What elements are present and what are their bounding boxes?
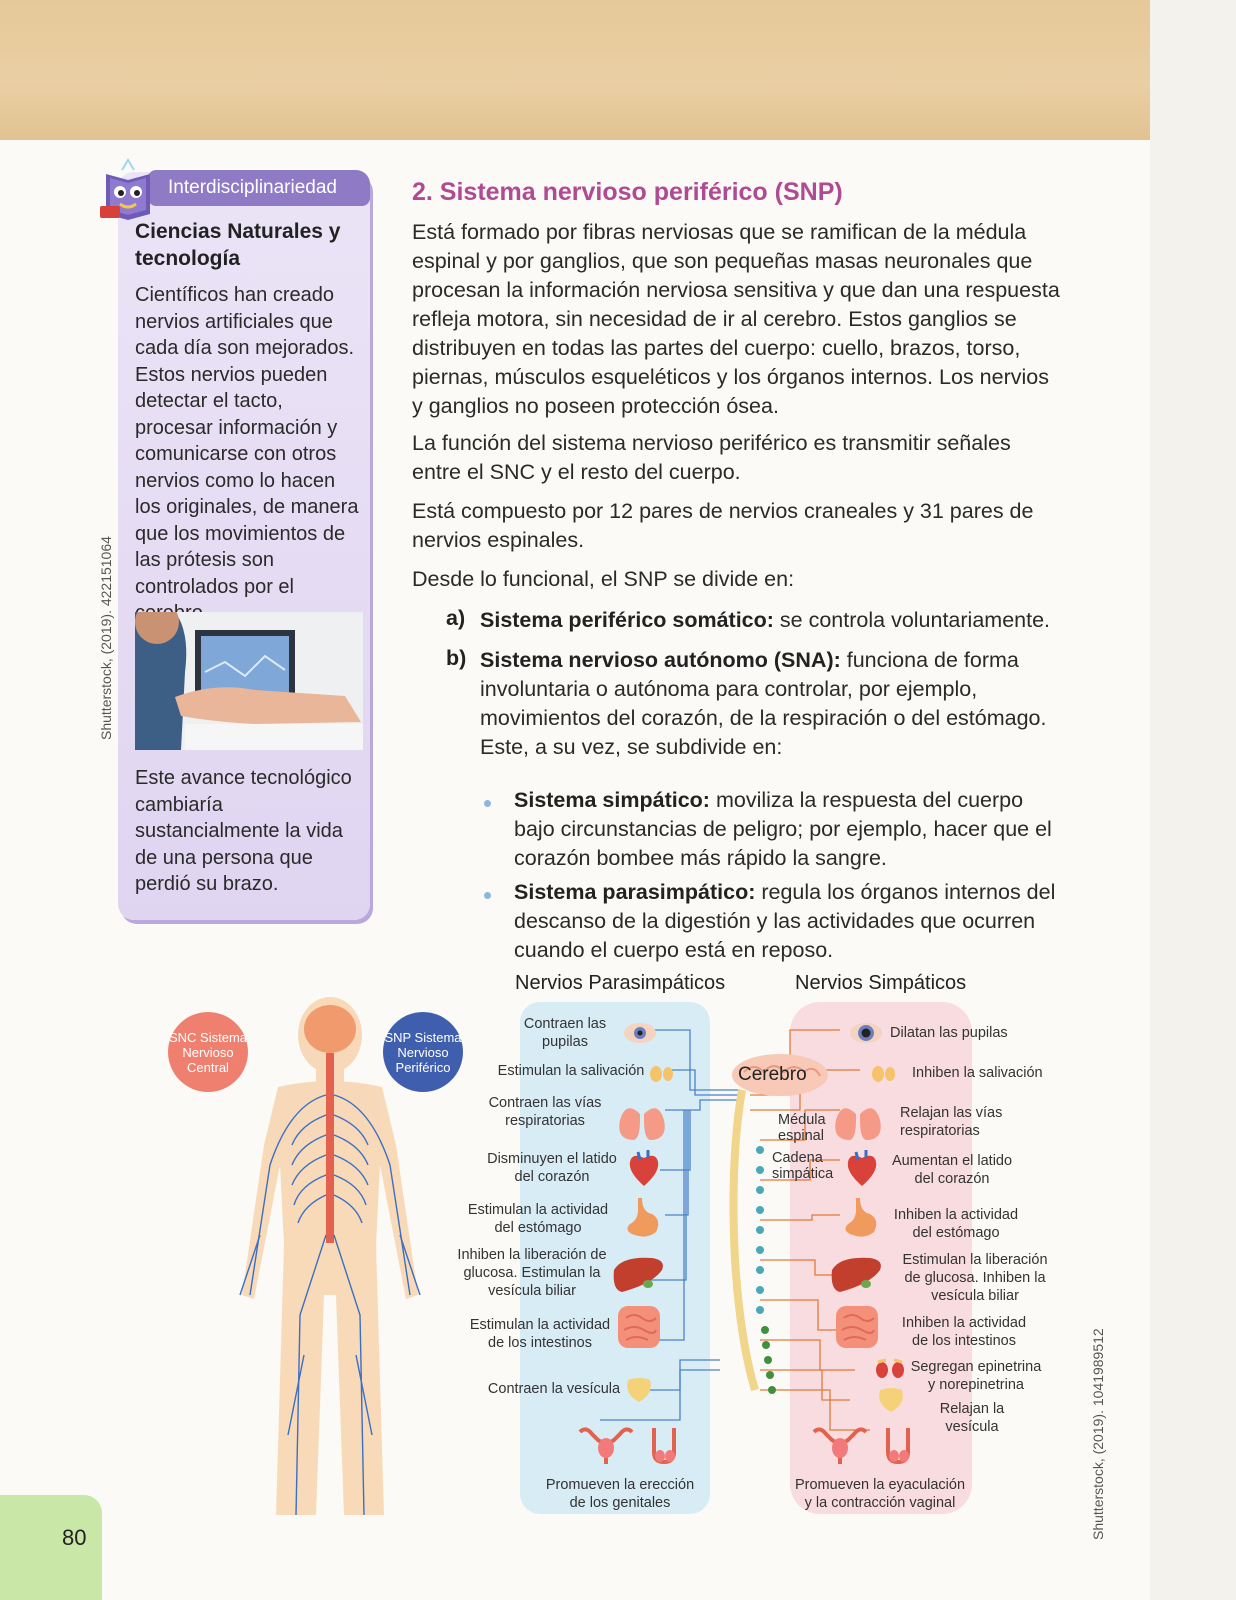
intestines-icon	[614, 1302, 664, 1352]
liver-icon	[830, 1254, 884, 1294]
paragraph-1: Está formado por fibras nerviosas que se ramifican de la médula espinal y por ganglios, que son pequeñas masas neuronales que procesan la información nerviosa sensitiva y que dan una respuesta refleja motora, sin necesidad de ir al cerebro. Estos ganglios se distribuyen en todas las partes del cuerpo: cuello, brazos, torso, piernas, músculos esqueléticos y los órganos internos. Los nervios y ganglios no poseen protección ósea.	[412, 220, 1060, 418]
item-b	[480, 646, 1065, 762]
para-label-6: Inhiben la liberación de glucosa. Estimulan la vesícula biliar	[457, 1247, 607, 1299]
snc-label-circle: SNC Sistema Nervioso Central	[168, 1012, 248, 1092]
simp-label-2: Inhiben la salivación	[912, 1065, 1043, 1081]
simp-label-7: Inhiben la actividad de los intestinos	[901, 1315, 1027, 1349]
simp-label-5: Inhiben la actividad del estómago	[893, 1207, 1019, 1241]
item-a	[480, 606, 1070, 635]
item-a-text: se controla voluntariamente.	[779, 608, 1051, 632]
para-label-4: Disminuyen el latido del corazón	[487, 1151, 617, 1185]
prosthesis-photo	[135, 612, 363, 750]
simp-label-4: Aumentan el latido del corazón	[891, 1153, 1013, 1187]
brain-label: Cerebro	[738, 1064, 807, 1085]
heart-icon	[844, 1148, 880, 1188]
reproductive-organs-icon	[576, 1422, 696, 1466]
liver-icon	[612, 1254, 666, 1294]
sub-item-parasympathetic-term: Sistema parasimpático:	[514, 880, 756, 904]
interdisciplinary-title: Ciencias Naturales y tecnología	[135, 220, 341, 270]
item-b-text: funciona de forma involuntaria o autónoma para controlar, por ejemplo, movimientos del corazón, de la respiración o del estómago. Este, a su vez, se subdivide en:	[480, 648, 1047, 759]
snp-label-circle: SNP Sistema Nervioso Periférico	[383, 1012, 463, 1092]
stomach-icon	[618, 1196, 662, 1240]
eye-icon	[848, 1018, 884, 1048]
simp-label-3: Relajan las vías respiratorias	[900, 1105, 1003, 1139]
simp-label-6: Estimulan la liberación de glucosa. Inhiben la vesícula biliar	[902, 1252, 1048, 1304]
para-label-2: Estimulan la salivación	[497, 1063, 645, 1079]
top-color-band	[0, 0, 1150, 140]
bladder-icon	[622, 1374, 656, 1404]
eye-icon	[622, 1018, 658, 1048]
lungs-icon	[830, 1090, 886, 1146]
para-label-7: Estimulan la actividad de los intestinos	[469, 1317, 611, 1351]
photo-credit-right: Shutterstock, (2019). 1041989512	[1090, 1328, 1106, 1540]
para-label-3: Contraen las vías respiratorias	[488, 1095, 602, 1129]
sub-item-parasympathetic-text: regula los órganos internos del descanso de la digestión y las actividades que ocurren cuando el cuerpo está en reposo.	[514, 880, 1056, 962]
para-label-9: Promueven la erección de los genitales	[545, 1477, 695, 1511]
spinal-cord-label: Médula espinal	[778, 1112, 826, 1144]
page-right-edge	[1150, 0, 1236, 1600]
paragraph-4: Desde lo funcional, el SNP se divide en:	[412, 567, 795, 591]
simp-label-10: Promueven la eyaculación y la contracción vaginal	[794, 1477, 966, 1511]
heart-icon	[626, 1148, 662, 1188]
para-label-1: Contraen las pupilas	[523, 1016, 607, 1050]
interdisciplinary-conclusion: Este avance tecnológico cambiaría sustancialmente la vida de una persona que perdió su brazo.	[135, 767, 352, 895]
para-label-5: Estimulan la actividad del estómago	[467, 1202, 609, 1236]
section-title: 2. Sistema nervioso periférico (SNP)	[412, 178, 843, 206]
lungs-icon	[614, 1090, 670, 1146]
intestines-icon	[832, 1302, 882, 1352]
bullet-dot	[484, 892, 491, 899]
paragraph-3: Está compuesto por 12 pares de nervios craneales y 31 pares de nervios espinales.	[412, 499, 1034, 552]
item-a-term: Sistema periférico somático:	[480, 608, 774, 632]
salivary-gland-icon	[870, 1064, 900, 1084]
item-a-marker: a)	[446, 606, 466, 630]
book-mascot-icon	[92, 152, 164, 224]
sub-item-sympathetic	[514, 786, 1064, 873]
adrenal-gland-icon	[874, 1356, 906, 1380]
sympathetic-heading: Nervios Simpáticos	[795, 972, 967, 994]
salivary-gland-icon	[648, 1064, 678, 1084]
para-label-8: Contraen la vesícula	[487, 1381, 621, 1397]
sub-item-sympathetic-term: Sistema simpático:	[514, 788, 710, 812]
parasympathetic-heading: Nervios Parasimpáticos	[515, 972, 726, 994]
simp-label-8: Segregan epinetrina y norepinetrina	[910, 1359, 1042, 1393]
interdisciplinary-header: Interdisciplinariedad	[148, 170, 370, 206]
paragraph-2: La función del sistema nervioso periférico es transmitir señales entre el SNC y el resto del cuerpo.	[412, 431, 1011, 484]
bullet-dot	[484, 800, 491, 807]
simp-label-9: Relajan la vesícula	[939, 1401, 1005, 1435]
bladder-icon	[874, 1384, 908, 1414]
photo-credit-left: Shutterstock, (2019). 422151064	[98, 536, 114, 740]
item-b-term: Sistema nervioso autónomo (SNA):	[480, 648, 841, 672]
interdisciplinary-text: Científicos han creado nervios artificiales que cada día son mejorados. Estos nervios pueden detectar el tacto, procesar información y comunicarse con otros nervios como lo hacen los originales, de manera que los movimientos de las prótesis son controlados por el	[135, 284, 359, 598]
sub-item-parasympathetic	[514, 878, 1064, 965]
sub-item-sympathetic-text: moviliza la respuesta del cuerpo bajo circunstancias de peligro; por ejemplo, hacer que el corazón bombee más rápido la sangre.	[514, 788, 1052, 870]
page-number-tab	[0, 1495, 102, 1600]
simp-label-1: Dilatan las pupilas	[890, 1025, 1008, 1041]
item-b-marker: b)	[446, 646, 467, 670]
stomach-icon	[836, 1196, 880, 1240]
page-number: 80	[62, 1525, 87, 1550]
sympathetic-chain-label: Cadena simpática	[772, 1150, 834, 1182]
